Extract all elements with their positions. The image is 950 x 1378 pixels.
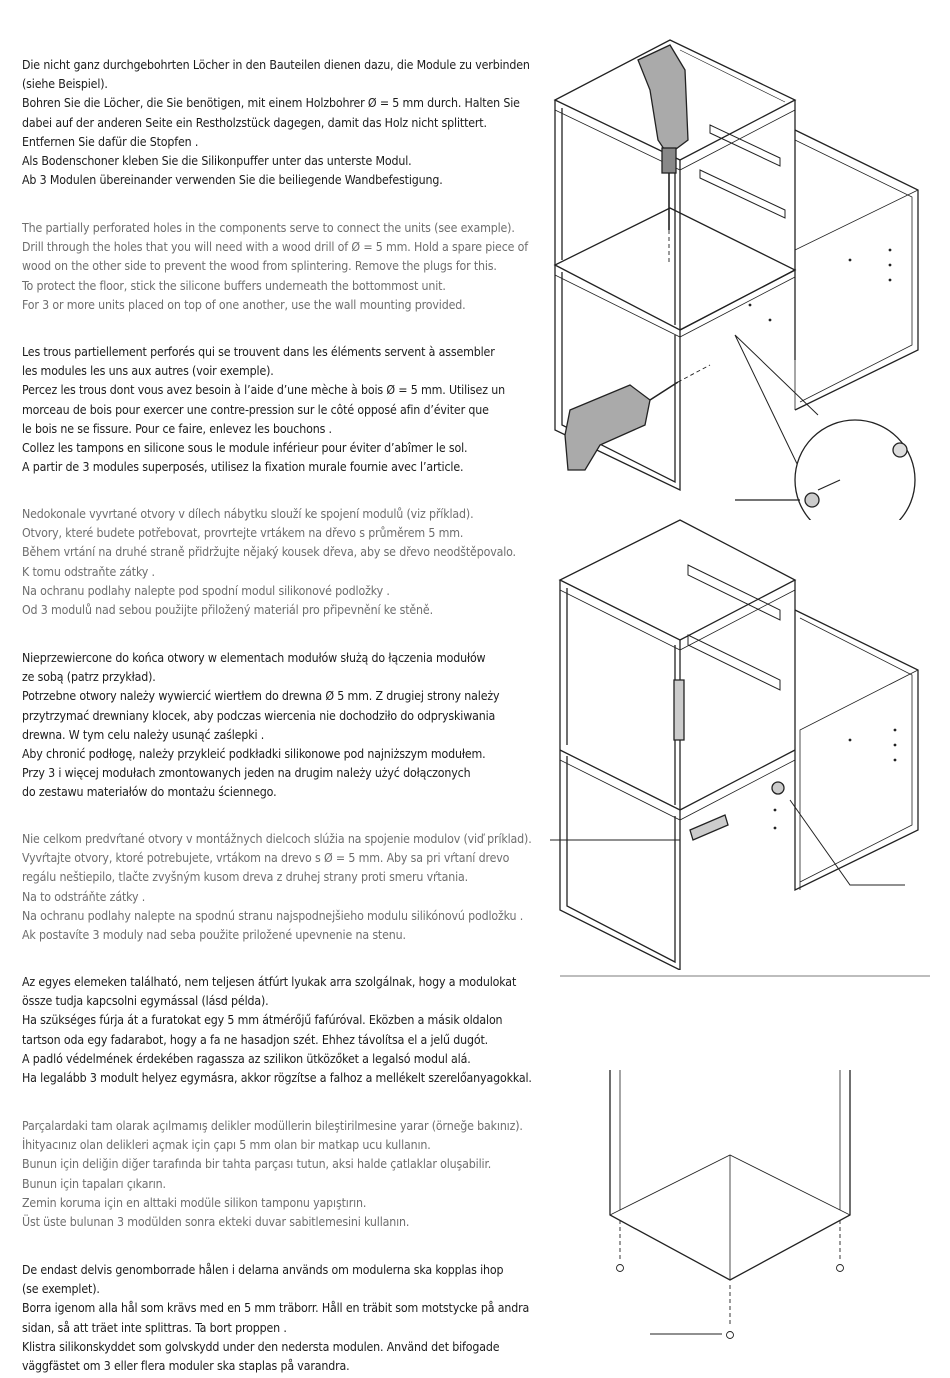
text-line: A partir de 3 modules superposés, utilisez la fixation murale fournie avec l’article. xyxy=(22,460,464,475)
instructions-hu xyxy=(22,973,532,1088)
upper-module xyxy=(560,520,795,810)
text-line: For 3 or more units placed on top of one another, use the wall mounting provided. xyxy=(22,297,466,312)
right-module xyxy=(795,610,918,890)
text-line: De endast delvis genomborrade hålen i delarna används om modulerna ska kopplas ihop xyxy=(22,1263,504,1277)
text-line: le bois ne se fissure. Pour ce faire, enlevez les bouchons . xyxy=(22,421,332,436)
figure-stack-connecting xyxy=(550,510,930,970)
text-line: Als Bodenschoner kleben Sie die Silikonpuffer unter das unterste Modul. xyxy=(22,154,412,169)
text-line: drewna. W tym celu należy usunąć zaślepki . xyxy=(22,727,265,742)
text-line: Percez les trous dont vous avez besoin à l’aide d’une mèche à bois Ø = 5 mm. Utilisez un xyxy=(22,383,505,398)
text-line: regálu neštiepilo, tlačte zvyšným kusom dreva z druhej strany proti smeru vŕtania. xyxy=(22,870,468,885)
text-line: Az egyes elemeken található, nem teljesen átfúrt lyukak arra szolgálnak, hogy a modulokat xyxy=(22,975,517,989)
text-line: Nedokonale vyvrtané otvory v dílech nábytku slouží ke spojení modulů (viz příklad). xyxy=(22,507,474,521)
text-line: wood on the other side to prevent the wood from splintering. Remove the plugs for this. xyxy=(22,259,497,274)
text-line: Vyvŕtajte otvory, ktoré potrebujete, vrtákom na drevo s Ø = 5 mm. Aby sa pri vŕtaní drevo xyxy=(22,851,510,866)
text-line: K tomu odstraňte zátky . xyxy=(22,564,155,579)
instructions-tr xyxy=(22,1117,523,1232)
figure-stack-drilling xyxy=(550,30,930,520)
text-line: Die nicht ganz durchgebohrten Löcher in den Bauteilen dienen dazu, die Module zu verbinden xyxy=(22,58,530,72)
text-line: Ha szükséges fúrja át a furatokat egy 5 mm átmérőjű fafúróval. Eközben a másik oldalon xyxy=(22,1013,503,1028)
text-line: Nie celkom predvŕtané otvory v montážnych dielcoch slúžia na spojenie modulov (viď príklad). xyxy=(22,832,532,846)
instructions-fr xyxy=(22,343,505,477)
module-box xyxy=(610,1070,850,1280)
text-line: sidan, så att träet inte splittras. Ta bort proppen . xyxy=(22,1320,287,1335)
text-line: Ak postavíte 3 moduly nad seba použite priložené upevnenie na stenu. xyxy=(22,928,406,943)
instructions-cs xyxy=(22,505,516,620)
instructions-en xyxy=(22,219,528,315)
text-line: Collez les tampons en silicone sous le module inférieur pour éviter d’abîmer le sol. xyxy=(22,441,468,456)
text-line: Během vrtání na druhé straně přidržujte nějaký kousek dřeva, aby se dřevo neodštěpovalo. xyxy=(22,545,516,560)
text-line: Na ochranu podlahy nalepte pod spodní modul silikonové podložky . xyxy=(22,583,390,598)
text-line: Przy 3 i więcej modułach zmontowanych jeden na drugim należy użyć dołączonych xyxy=(22,766,471,781)
text-line: Borra igenom alla hål som krävs med en 5 mm träborr. Håll en träbit som motstycke på andra xyxy=(22,1301,530,1316)
text-line: Nieprzewiercone do końca otwory w elementach modułów służą do łączenia modułów xyxy=(22,651,486,665)
text-line: Aby chronić podłogę, należy przykleić podkładki silikonowe pod najniższym modułem. xyxy=(22,747,486,762)
text-line: Zemin koruma için en alttaki modüle silikon tamponu yapıştırın. xyxy=(22,1195,367,1210)
figure-separator xyxy=(560,975,930,977)
text-line: (se exemplet). xyxy=(22,1282,100,1297)
figure-floor-buffers xyxy=(600,1070,870,1345)
text-line: Parçalardaki tam olarak açılmamış delikler modüllerin bileştirilmesine yarar (örneğe bakınız). xyxy=(22,1119,523,1133)
instructions-de xyxy=(22,56,530,190)
connector-bolts xyxy=(674,680,784,840)
text-line: les modules les uns aux autres (voir exemple). xyxy=(22,364,274,379)
text-line: Od 3 modulů nad sebou použijte přiložený materiál pro připevnění ke stěně. xyxy=(22,603,433,618)
text-line: Ha legalább 3 modult helyez egymásra, akkor rögzítse a falhoz a mellékelt szerelőanyagokkal. xyxy=(22,1071,532,1086)
instructions-sk xyxy=(22,830,532,945)
text-line: Na ochranu podlahy nalepte na spodnú stranu najspodnejšieho modulu silikónovú podložku . xyxy=(22,908,524,923)
text-line: Potrzebne otwory należy wywiercić wiertłem do drewna Ø 5 mm. Z drugiej strony należy xyxy=(22,689,500,704)
instructions-pl xyxy=(22,649,499,803)
instructions-sv xyxy=(22,1261,529,1376)
text-line: dabei auf der anderen Seite ein Restholzstück dagegen, damit das Holz nicht splittert. xyxy=(22,115,487,130)
text-line: Bohren Sie die Löcher, die Sie benötigen, mit einem Holzbohrer Ø = 5 mm durch. Halten Sie xyxy=(22,96,520,111)
text-line: Ab 3 Modulen übereinander verwenden Sie die beiliegende Wandbefestigung. xyxy=(22,173,443,188)
text-line: The partially perforated holes in the components serve to connect the units (see example). xyxy=(22,221,515,235)
text-line: Bunun için tapaları çıkarın. xyxy=(22,1176,166,1191)
text-line: (siehe Beispiel). xyxy=(22,77,108,92)
drill-horizontal xyxy=(565,365,710,470)
text-line: tartson oda egy fadarabot, hogy a fa ne hasadjon szét. Ehhez távolítsa el a jelű dugót. xyxy=(22,1032,489,1047)
text-line: morceau de bois pour exercer une contre-pression sur le côté opposé afin d’éviter que xyxy=(22,402,489,417)
text-line: väggfästet om 3 eller flera moduler ska staplas på varandra. xyxy=(22,1359,350,1374)
text-line: İhityacınız olan delikleri açmak için çapı 5 mm olan bir matkap ucu kullanın. xyxy=(22,1138,431,1153)
text-line: do zestawu materiałów do montażu ściennego. xyxy=(22,785,277,800)
text-line: przytrzymać drewniany klocek, aby podczas wiercenia nie dochodziło do odpryskiwania xyxy=(22,708,496,723)
text-line: A padló védelmének érdekében ragassza az szilikon ütközőket a legalsó modul alá. xyxy=(22,1051,471,1066)
text-line: Üst üste bulunan 3 modülden sonra ekteki duvar sabitlemesini kullanın. xyxy=(22,1215,410,1230)
right-module xyxy=(795,130,918,410)
text-line: Bunun için deliğin diğer tarafında bir tahta parçası tutun, aksi halde çatlaklar oluşabilir. xyxy=(22,1157,492,1172)
plug-detail-callout xyxy=(735,335,915,520)
text-line: Na to odstráňte zátky . xyxy=(22,889,146,904)
text-line: To protect the floor, stick the silicone buffers underneath the bottommost unit. xyxy=(22,278,446,293)
text-line: össze tudja kapcsolni egymással (lásd példa). xyxy=(22,994,269,1009)
text-line: Otvory, které budete potřebovat, provrtejte vrtákem na dřevo s průměrem 5 mm. xyxy=(22,526,464,541)
text-line: Klistra silikonskyddet som golvskydd under den nedersta modulen. Använd det bifogade xyxy=(22,1339,500,1354)
lower-module xyxy=(560,750,795,970)
text-line: Drill through the holes that you will need with a wood drill of Ø = 5 mm. Hold a spare piece of xyxy=(22,240,529,255)
text-line: Entfernen Sie dafür die Stopfen . xyxy=(22,134,199,149)
text-line: ze sobą (patrz przykład). xyxy=(22,670,156,685)
text-line: Les trous partiellement perforés qui se trouvent dans les éléments servent à assembler xyxy=(22,345,495,359)
